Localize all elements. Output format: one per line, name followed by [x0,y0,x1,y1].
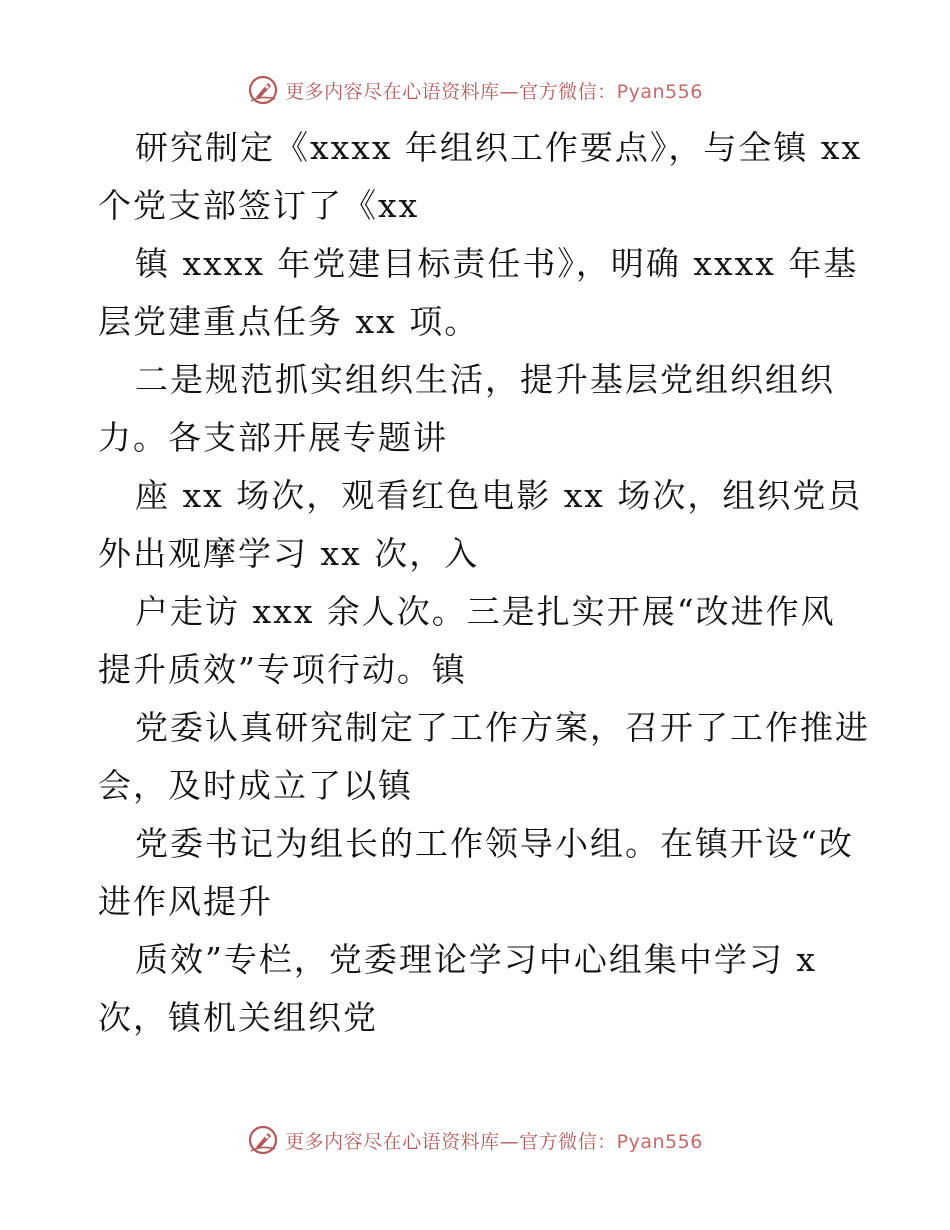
text-line-13: 党委书记为组长的工作领导小组。在镇开设“改 [135,824,854,863]
text-line-14: 进作风提升 [98,882,273,921]
text-line-9: 户走访 xxx 余人次。三是扎实开展“改进作风 [135,592,836,631]
text-line-16: 次，镇机关组织党 [98,998,378,1037]
text-line-4: 层党建重点任务 xx 项。 [98,302,480,341]
footer-watermark [0,1120,950,1160]
pen-nib-logo-icon [247,1124,279,1156]
text-line-7: 座 xx 场次，观看红色电影 xx 场次，组织党员 [135,476,863,515]
text-line-1: 研究制定《xxxx 年组织工作要点》，与全镇 xx [135,128,863,167]
header-watermark [0,70,950,110]
watermark-text: 更多内容尽在心语资料库—官方微信：Pyan556 [285,1130,703,1153]
text-line-6: 力。各支部开展专题讲 [98,418,448,457]
pen-nib-logo-icon [247,74,279,106]
text-line-2: 个党支部签订了《xx [98,186,420,225]
text-line-15: 质效”专栏，党委理论学习中心组集中学习 x [135,940,817,979]
wechat-id: Pyan556 [616,1130,703,1153]
text-line-11: 党委认真研究制定了工作方案，召开了工作推进 [135,708,870,747]
text-line-10: 提升质效”专项行动。镇 [98,650,467,689]
text-line-5: 二是规范抓实组织生活，提升基层党组织组织 [135,360,835,399]
watermark-text: 更多内容尽在心语资料库—官方微信：Pyan556 [285,80,703,103]
text-line-8: 外出观摩学习 xx 次，入 [98,534,480,573]
wechat-id: Pyan556 [616,80,703,103]
text-line-3: 镇 xxxx 年党建目标责任书》，明确 xxxx 年基 [135,244,859,283]
text-line-12: 会，及时成立了以镇 [98,766,413,805]
